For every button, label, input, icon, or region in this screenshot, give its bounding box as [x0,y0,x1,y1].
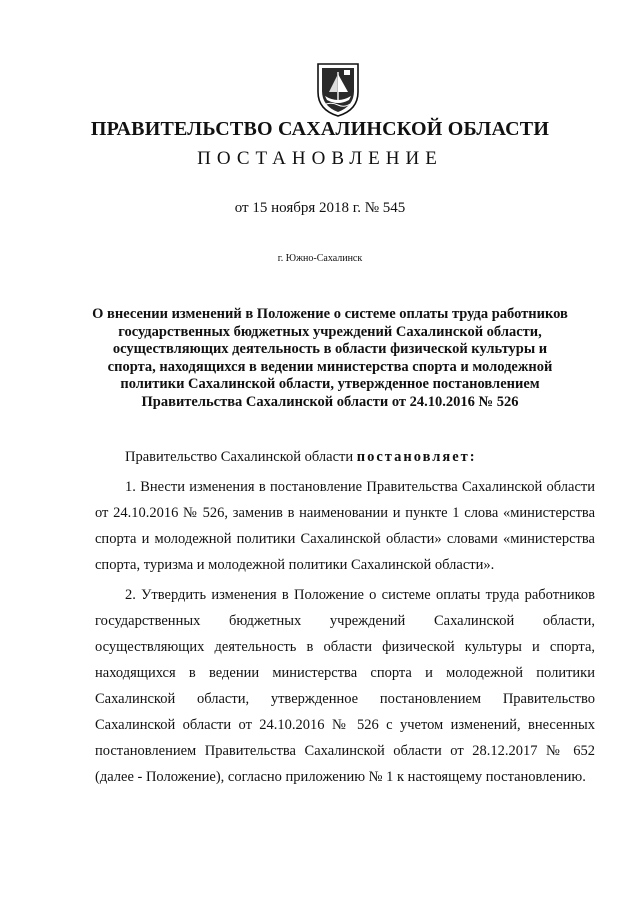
title-line: государственных бюджетных учреждений Сахалинской области, [118,323,542,340]
document-title [60,306,600,411]
document-body [95,444,595,790]
title-line: осуществляющих деятельность в области физической культуры и [112,341,548,357]
paragraph-1: 1. Внести изменения в постановление Правительства Сахалинской области от 24.10.2016 № 526, заменив в наименовании и пункте 1 слова «министерства спорта и молодежной политики Сахалинской области» словами «министерства спорта, туризма и молодежной политики Сахалинской области». [95,479,595,573]
title-line: Правительства Сахалинской области от 24.10.2016 № 526 [141,393,519,410]
paragraph-2: 2. Утвердить изменения в Положение о системе оплаты труда работников государственных бюджетных учреждений Сахалинской области, осуществляющих деятельность в области физической культуры и спорта, находящихся в ведении министерства спорта и молодежной политики Сахалинской области, утвержденное постановлением Правительство Сахалинской области от 24.10.2016 № 526 с учетом изменений, внесенных постановлением Правительства Сахалинской области от 28.12.2017 № 652 (далее - Положение), согласно приложению № 1 к настоящему постановлению. [95,587,595,785]
document-type: ПОСТАНОВЛЕНИЕ [197,148,443,169]
title-line: политики Сахалинской области, утвержденное постановлением [120,376,540,392]
preamble-paragraph [95,444,595,470]
resolves-word: постановляет: [356,449,477,465]
title-line: спорта, находящихся в ведении министерства спорта и молодежной [107,358,553,375]
organization-name: ПРАВИТЕЛЬСТВО САХАЛИНСКОЙ ОБЛАСТИ [90,118,550,140]
coat-of-arms-icon [316,62,360,118]
city-name: г. Южно-Сахалинск [277,253,363,264]
document-date-number: от 15 ноября 2018 г. № 545 [234,200,406,216]
title-line: О внесении изменений в Положение о системе оплаты труда работников [92,306,568,322]
preamble-text: Правительство Сахалинской области [125,449,357,465]
